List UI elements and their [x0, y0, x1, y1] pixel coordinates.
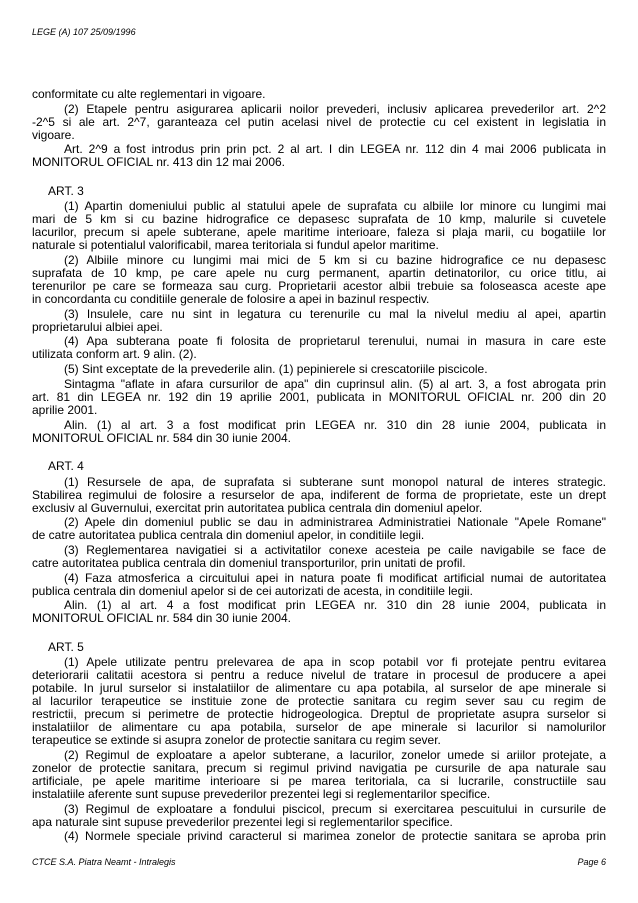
paragraph-line: terenurilor pe care se formeaza sau curg. Proprietarii acestor albii trebuie sa foloseasca aceste ape: [32, 279, 606, 294]
paragraph: [32, 656, 606, 747]
paragraph-line: Alin. (1) al art. 3 a fost modificat prin LEGEA nr. 310 din 28 iunie 2004, publicata in: [64, 417, 606, 432]
paragraph: [32, 476, 606, 515]
paragraph: [32, 254, 606, 306]
footer-source: CTCE S.A. Piatra Neamt - Intralegis: [32, 857, 176, 867]
article: [32, 185, 606, 445]
paragraph-line: (2) Etapele pentru asigurarea aplicarii noilor prevederi, inclusiv aplicarea prevederilor art. 2^2: [64, 101, 606, 116]
paragraph-line: artificiale, pe apele maritime interioare si pe marea teritoriala, ca si lucrarile, constructiile sau: [32, 773, 606, 788]
paragraph-line: exclusiv al Guvernului, exercitat prin autoritatea publica centrala din domeniul apelor.: [32, 500, 483, 515]
paragraph: [32, 335, 606, 361]
page-number: Page 6: [577, 857, 606, 867]
paragraph: [32, 363, 606, 376]
paragraph-line: -2^5 si ale art. 2^7, garanteaza cel putin acelasi nivel de protectie cu cel existent in legislatia in: [32, 114, 606, 129]
article: [32, 460, 606, 625]
paragraph-line: conformitate cu alte reglementari in vigoare.: [32, 87, 266, 101]
paragraph-line: (4) Faza atmosferica a circuitului apei in natura poate fi modificat artificial numai de autoritatea: [64, 570, 606, 585]
paragraph-line: suprafata de 10 kmp, pe care apele nu curg permanent, apartin detinatorilor, cu orice titlu, ai: [32, 266, 606, 281]
paragraph-line: deteriorarii calitatii acestora si pentru a reduce nivelul de tratare in procesul de producere a apei: [32, 668, 606, 683]
document-body: [32, 88, 606, 843]
paragraph: [32, 572, 606, 598]
paragraph-line: vigoare.: [32, 127, 75, 142]
paragraph-line: MONITORUL OFICIAL nr. 584 din 30 iunie 2004.: [32, 430, 292, 445]
paragraph-line: terapeutice se extinde si asupra zonelor de protectie sanitara cu regim sever.: [32, 733, 441, 748]
paragraph-line: (4) Normele speciale privind caracterul si marimea zonelor de protectie sanitara se aproba prin: [64, 829, 606, 844]
paragraph-line: Art. 2^9 a fost introdus prin prin pct. 2 al art. I din LEGEA nr. 112 din 4 mai 2006 publicata in: [64, 142, 606, 157]
paragraph-line: (4) Apa subterana poate fi folosita de proprietarul terenului, numai in masura in care este: [64, 334, 606, 349]
page-header-title: LEGE (A) 107 25/09/1996: [32, 27, 136, 37]
paragraph-line: (2) Albiile minore cu lungimi mai mici de 5 km si cu bazine hidrografice ce nu depasesc: [64, 253, 606, 268]
paragraph: [32, 200, 606, 252]
paragraph: [32, 143, 606, 169]
paragraph: [32, 599, 606, 625]
paragraph-line: naturale si potentialul valorificabil, marea teritoriala si fundul apelor maritime.: [32, 238, 439, 253]
paragraph: [32, 308, 606, 334]
paragraph-line: mari de 5 km si cu bazine hidrografice ce depasesc suprafata de 10 kmp, malurile si cuvetele: [32, 212, 606, 227]
paragraph: [32, 419, 606, 445]
paragraph-line: art. 81 din LEGEA nr. 192 din 19 aprilie 2001, publicata in MONITORUL OFICIAL nr. 200 din 20: [32, 389, 606, 404]
paragraph-line: (3) Insulele, care nu sint in legatura cu terenurile cu mal la nivelul mediu al apei, apartin: [64, 306, 606, 321]
article: [32, 641, 606, 844]
paragraph-line: zonelor de protectie sanitara, precum si regimul privind navigatia pe cursurile de apa naturale sau: [32, 760, 606, 775]
paragraph-line: MONITORUL OFICIAL nr. 584 din 30 iunie 2004.: [32, 611, 292, 626]
paragraph-line: potabile. In jurul surselor si instalatiilor de alimentare cu apa potabila, al surselor de ape minerale si: [32, 681, 606, 696]
paragraph: [32, 88, 606, 101]
paragraph-line: instalatiilor de alimentare cu apa potabila, surselor de ape minerale si lacurilor si namolurilor: [32, 720, 606, 735]
paragraph: [32, 830, 606, 843]
paragraph-line: al lacurilor terapeutice se instituie zone de protectie sanitara cu regim sever sau cu regim de: [32, 694, 606, 709]
paragraph-line: MONITORUL OFICIAL nr. 413 din 12 mai 2006.: [32, 155, 285, 170]
paragraph: [32, 103, 606, 142]
paragraph-line: lacurilor, precum si apele subterane, apele maritime interioare, faleza si plaja marii, cu bogatiile lor: [32, 225, 606, 240]
paragraph: [32, 749, 606, 801]
article-heading: ART. 3: [48, 183, 84, 198]
paragraph-line: proprietarului albiei apei.: [32, 319, 163, 334]
paragraph-line: (3) Reglementarea navigatiei si a activitatilor conexe acesteia pe caile navigabile se face de: [64, 542, 606, 557]
paragraph-line: apa naturale sint supuse prevederilor prezentei legi si reglementarilor specifice.: [32, 814, 453, 829]
paragraph-line: (3) Regimul de exploatare a fondului piscicol, precum si exercitarea pescuitului in cursurile de: [64, 801, 606, 816]
paragraph-line: Stabilirea regimului de folosire a resurselor de apa, indiferent de forma de proprietate, este un drept: [32, 487, 606, 502]
paragraph: [32, 544, 606, 570]
paragraph-line: aprilie 2001.: [32, 402, 98, 417]
paragraph-line: Sintagma "aflate in afara cursurilor de apa" din cuprinsul alin. (5) al art. 3, a fost abrogata prin: [64, 376, 606, 391]
page-footer: [32, 857, 606, 867]
paragraph: [32, 803, 606, 829]
article-heading: ART. 5: [48, 639, 84, 654]
paragraph-line: (2) Apele din domeniul public se dau in administrarea Administratiei Nationale "Apele Romane": [64, 515, 606, 530]
paragraph-line: (2) Regimul de exploatare a apelor subterane, a lacurilor, zonelor umede si ariilor protejate, a: [64, 747, 606, 762]
paragraph-line: instalatiile aferente sunt supuse prevederilor prezentei legi si reglementarilor specifice.: [32, 786, 491, 801]
paragraph-line: (1) Apele utilizate pentru prelevarea de apa in scop potabil vor fi protejate pentru evitarea: [64, 655, 606, 670]
paragraph-line: catre autoritatea publica centrala din domeniul transporturilor, prin unitati de profil.: [32, 555, 466, 570]
paragraph-line: de catre autoritatea publica centrala din domeniul apelor, in conditiile legii.: [32, 528, 425, 543]
article-heading: ART. 4: [48, 459, 84, 473]
paragraph-line: restrictii, precum si perimetre de protectie hidrogeologica. Dreptul de proprietate asupra surselor si: [32, 707, 606, 722]
paragraph-line: (1) Apartin domeniului public al statului apele de suprafata cu albiile lor minore cu lungimi mai: [64, 199, 606, 214]
paragraph-line: in concordanta cu conditiile generale de folosire a apei in bazinul respectiv.: [32, 292, 430, 307]
paragraph-line: (1) Resursele de apa, de suprafata si subterane sunt monopol natural de interes strategic.: [64, 474, 606, 489]
paragraph-line: publica centrala din domeniul apelor si de cei autorizati de acesta, in conditiile legii.: [32, 583, 473, 598]
paragraph-line: (5) Sint exceptate de la prevederile alin. (1) pepinierele si crescatoriile piscicole.: [64, 362, 488, 377]
paragraph: [32, 516, 606, 542]
paragraph-line: Alin. (1) al art. 4 a fost modificat prin LEGEA nr. 310 din 28 iunie 2004, publicata in: [64, 598, 606, 613]
paragraph-line: utilizata conform art. 9 alin. (2).: [32, 347, 197, 362]
paragraph: [32, 378, 606, 417]
